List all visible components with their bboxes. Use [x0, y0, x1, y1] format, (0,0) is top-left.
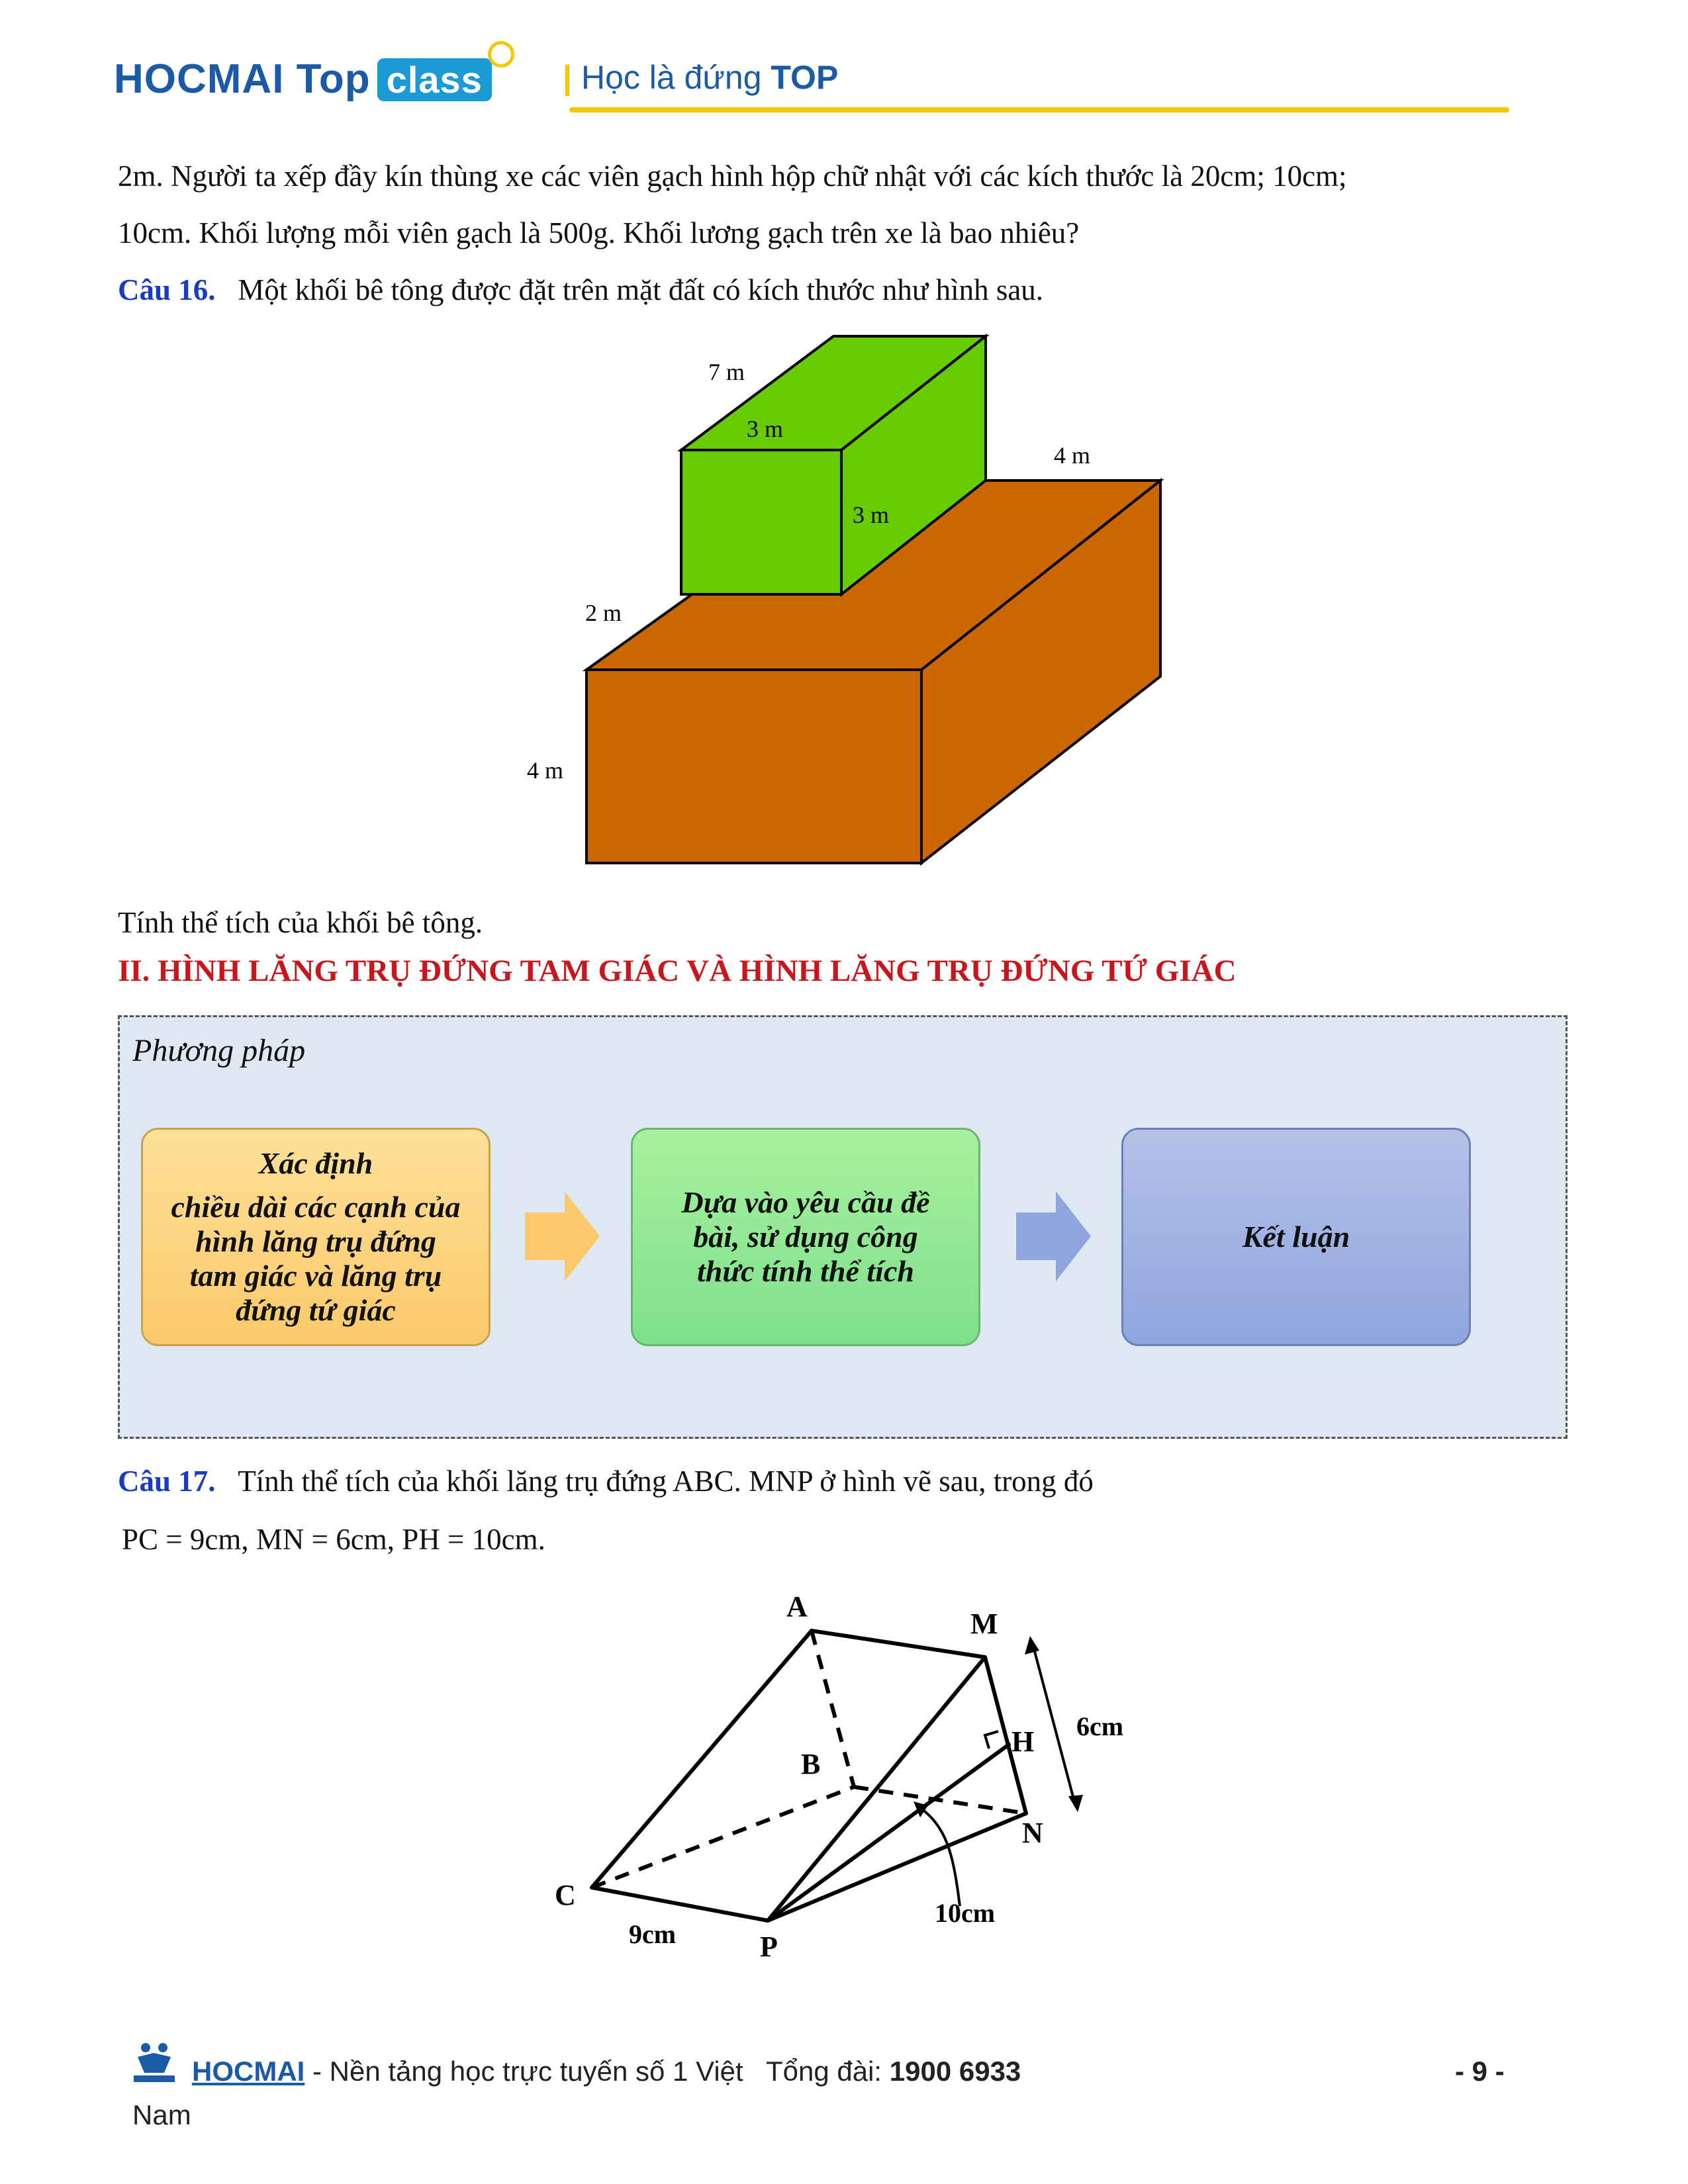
step3-text: Kết luận — [1242, 1220, 1350, 1253]
section-2-title: II. HÌNH LĂNG TRỤ ĐỨNG TAM GIÁC VÀ HÌNH LĂNG TRỤ ĐỨNG TỨ GIÁC — [118, 954, 1237, 988]
point-b: B — [801, 1748, 821, 1780]
intro-line-1: 2m. Người ta xếp đầy kín thùng xe các viên gạch hình hộp chữ nhật với các kích thước là 20cm; 10cm; — [118, 159, 1347, 193]
footer-tagline-cont: Nam — [132, 2099, 191, 2130]
label-top-length: 7 m — [708, 359, 745, 385]
q17-text: Tính thể tích của khối lăng trụ đứng ABC. MNP ở hình vẽ sau, trong đó — [238, 1465, 1094, 1498]
step1-line: hình lăng trụ đứng — [195, 1224, 436, 1258]
footer-hotline: 1900 6933 — [889, 2056, 1021, 2087]
point-c: C — [555, 1879, 576, 1911]
point-p: P — [760, 1931, 778, 1963]
footer-brand — [192, 2056, 1021, 2087]
q17-label: Câu 17. — [118, 1465, 216, 1498]
q17-conditions: PC = 9cm, MN = 6cm, PH = 10cm. — [122, 1523, 545, 1556]
step2-line: thức tính thể tích — [697, 1254, 914, 1288]
q16-question: Tính thể tích của khối bê tông. — [118, 906, 483, 939]
step2-line: Dựa vào yêu cầu đề — [681, 1185, 930, 1219]
logo-class: class — [377, 58, 492, 101]
footer-brand-link[interactable]: HOCMAI — [192, 2056, 305, 2087]
step1-line: tam giác và lăng trụ — [189, 1259, 442, 1293]
q16-label: Câu 16. — [118, 273, 216, 306]
point-h: H — [1011, 1725, 1035, 1758]
slogan-prefix: Học là đứng — [581, 59, 762, 96]
footer-hotline-label: Tổng đài: — [765, 2056, 882, 2087]
step2-line: bài, sử dụng công — [693, 1220, 918, 1253]
label-right-depth: 4 m — [1054, 442, 1091, 469]
measure-ph: 10cm — [935, 1898, 996, 1928]
hocmai-logo-icon — [131, 2038, 177, 2085]
method-title: Phương pháp — [132, 1033, 306, 1068]
measure-pc: 9cm — [629, 1919, 677, 1949]
label-mid-depth: 2 m — [585, 600, 622, 626]
label-left-height: 4 m — [527, 757, 564, 784]
logo-top: Top — [296, 56, 371, 102]
q16-text: Một khối bê tông được đặt trên mặt đất có kích thước như hình sau. — [238, 273, 1044, 306]
header-slogan: | Học là đứng TOP — [563, 59, 839, 96]
step1-line: chiều dài các cạnh của — [171, 1190, 461, 1224]
intro-line-2: 10cm. Khối lượng mỗi viên gạch là 500g. Khối lương gạch trên xe là bao nhiêu? — [118, 216, 1080, 250]
measure-mn: 6cm — [1076, 1711, 1124, 1741]
slogan-emph: TOP — [771, 59, 839, 96]
point-m: M — [970, 1608, 998, 1640]
point-n: N — [1022, 1817, 1043, 1849]
label-top-height: 3 m — [853, 502, 890, 528]
step1-line: đứng tứ giác — [236, 1293, 396, 1327]
label-top-width: 3 m — [747, 416, 784, 442]
point-a: A — [786, 1590, 808, 1623]
footer-tagline: - Nền tảng học trực tuyến số 1 Việt — [312, 2056, 743, 2087]
page-number: - 9 - — [1455, 2056, 1505, 2087]
logo-brand: HOCMAI — [114, 56, 285, 102]
step1-title: Xác định — [258, 1146, 373, 1180]
